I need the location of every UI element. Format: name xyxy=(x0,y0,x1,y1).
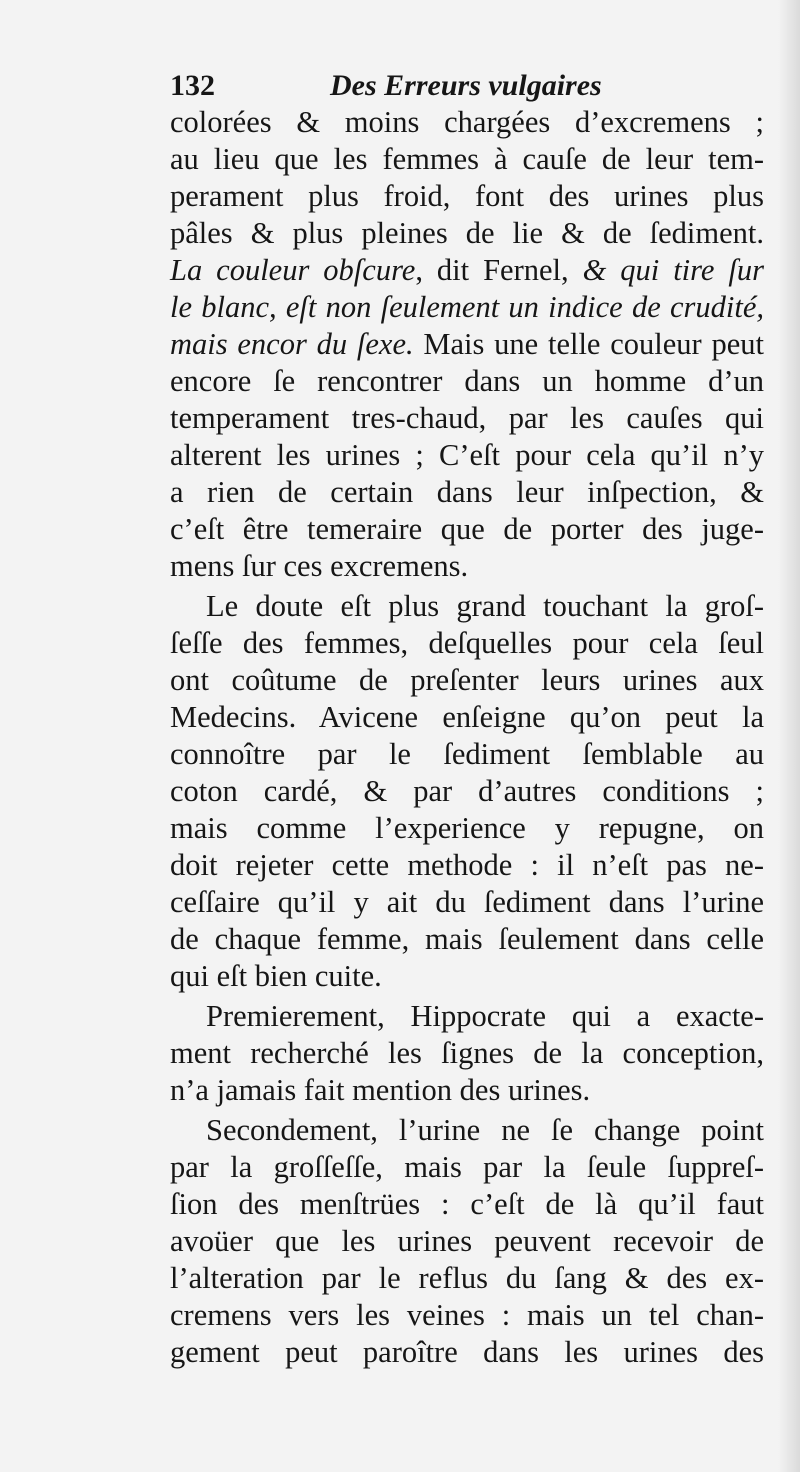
text-line-33: cremens vers les veines : mais un tel chan- xyxy=(170,1298,764,1332)
text-line-10: alterent les urines ; C’eſt pour cela qu’il n’y xyxy=(170,438,764,472)
quote-italic: & qui tire ſur xyxy=(582,253,764,287)
running-head xyxy=(170,66,690,106)
text-line-34: gement peut paroître dans les urines des xyxy=(170,1335,764,1369)
text-line-16: ont coûtume de preſenter leurs urines aux xyxy=(170,663,764,697)
attribution-text: , dit Fernel, xyxy=(415,253,583,287)
text-line-18: connoître par le ſediment ſemblable au xyxy=(170,737,764,771)
text-line-12: c’eſt être temeraire que de porter des juge- xyxy=(170,512,764,546)
text-line-19: coton cardé, & par d’autres conditions ; xyxy=(170,774,764,808)
text-line-21: doit rejeter cette methode : il n’eſt pas ne- xyxy=(170,848,764,882)
page-number: 132 xyxy=(170,69,215,102)
text-line-6: le blanc, eſt non ſeulement un indice de crudité, xyxy=(170,290,764,324)
text-line-11: a rien de certain dans leur inſpection, & xyxy=(170,475,764,509)
text-line-9: temperament tres-chaud, par les cauſes qui xyxy=(170,401,764,435)
text-line-7 xyxy=(170,326,764,362)
text-line-13: mens ſur ces excremens. xyxy=(170,549,469,583)
text-line-31: avoüer que les urines peuvent recevoir de xyxy=(170,1224,764,1258)
text-line-3: perament plus froid, font des urines plus xyxy=(170,179,764,213)
text-line-1: colorées & moins chargées d’excremens ; xyxy=(170,105,764,139)
text-line-29: par la groſſeſſe, mais par la ſeule ſuppreſ- xyxy=(170,1150,764,1184)
running-title: Des Erreurs vulgaires xyxy=(330,69,602,102)
text-line-28: Secondement, l’urine ne ſe change point xyxy=(206,1113,764,1147)
text-line-30: ſion des menſtrües : c’eſt de là qu’il faut xyxy=(170,1187,764,1221)
text-line-23: de chaque femme, mais ſeulement dans celle xyxy=(170,922,764,956)
quote-italic: La couleur obſcure xyxy=(170,253,416,287)
text-line-17: Medecins. Avicene enſeigne qu’on peut la xyxy=(170,700,764,734)
text-line-2: au lieu que les femmes à cauſe de leur tem- xyxy=(170,142,764,176)
text-line-4: pâles & plus pleines de lie & de ſediment. xyxy=(170,216,764,250)
quote-italic: mais encor du ſexe. xyxy=(170,327,414,361)
text-line-14: Le doute eſt plus grand touchant la groſ- xyxy=(206,589,764,623)
text-line-27: n’a jamais fait mention des urines. xyxy=(170,1073,591,1107)
text-line-8: encore ſe rencontrer dans un homme d’un xyxy=(170,364,764,398)
text-line-24: qui eſt bien cuite. xyxy=(170,959,382,993)
text-line-15: ſeſſe des femmes, deſquelles pour cela ſeul xyxy=(170,626,764,660)
text-line-20: mais comme l’experience y repugne, on xyxy=(170,811,764,845)
text-line-5 xyxy=(170,252,764,288)
text-line-26: ment recherché les ſignes de la conception, xyxy=(170,1036,764,1070)
text-line-32: l’alteration par le reflus du ſang & des ex- xyxy=(170,1261,764,1295)
text-line-22: ceſſaire qu’il y ait du ſediment dans l’urine xyxy=(170,885,764,919)
text-line-25: Premierement, Hippocrate qui a exacte- xyxy=(206,999,764,1033)
body-text: Mais une telle couleur peut xyxy=(413,327,764,361)
